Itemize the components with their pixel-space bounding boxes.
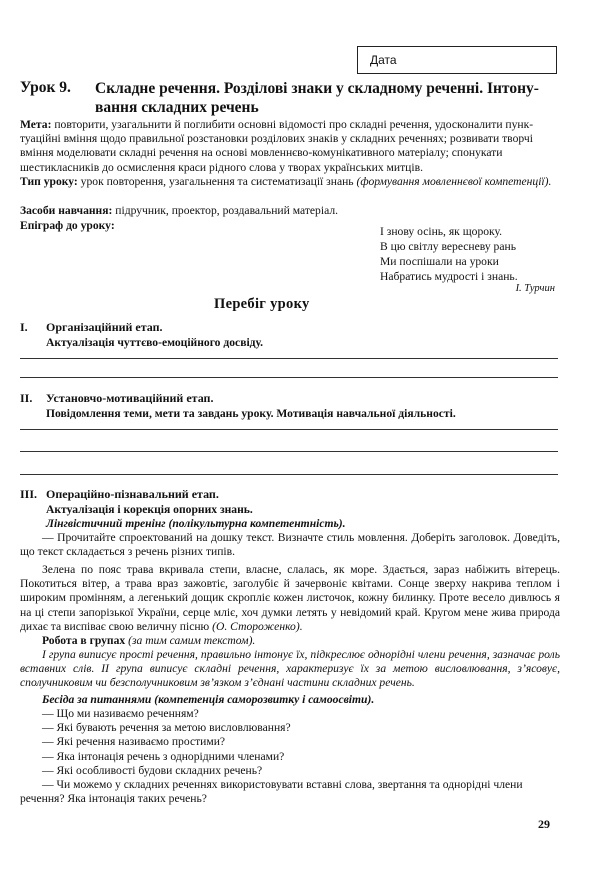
epigraph-author: І. Турчин (515, 283, 555, 294)
goal-label: Мета: (20, 118, 52, 131)
answer-line[interactable] (20, 429, 558, 430)
group-work-note: (за тим самим текстом). (128, 634, 256, 647)
task-text: — Прочитайте спроектований на дошку текст. Визначте стиль мовлення. Доберіть заголовок. Доведіть, що текст складається з речень різних типів. (20, 531, 560, 559)
question-item: — Чи можемо у складних реченнях використовувати вставні слова, звертання та однорідні члени речення? Яка інтонація таких речень? (20, 778, 523, 806)
passage-source: (О. Стороженко). (212, 619, 303, 633)
tools-label: Засоби навчання: (20, 204, 113, 217)
epigraph-label: Епіграф до уроку: (20, 219, 115, 232)
lesson-goal (20, 118, 560, 175)
group-task: І група виписує прості речення, правильно інтонує їх, підкреслює однорідні члени речення, зазначає роль вставних слів. ІІ група виписує складні речення, характеризує їх за метою висловлювання, з’ясовує, сполучниковим чи безсполучниковим зв’язком з’єднані частини складних речень. (20, 648, 560, 690)
page-number: 29 (538, 817, 550, 831)
course-title: Перебіг уроку (214, 296, 310, 312)
talk-title: Бесіда за питаннями (компетенція саморозвитку і самоосвіти). (42, 693, 375, 706)
training-title: Лінгвістичний тренінг (полікультурна компетентність). (46, 517, 346, 530)
tools-text: підручник, проектор, роздавальний матеріал. (115, 204, 338, 217)
lesson-title: Складне речення. Розділові знаки у складному реченні. Інтонування складних речень (95, 80, 539, 116)
epigraph-line: В цю світлу вересневу рань (380, 240, 516, 253)
stage3-title: Операційно-пізнавальний етап. (46, 487, 219, 501)
date-label: Дата (370, 53, 397, 67)
stage3-number: III. (20, 487, 38, 501)
stage1-title: Організаційний етап. (46, 320, 163, 334)
stage1-number: I. (20, 320, 28, 334)
teaching-tools (20, 204, 560, 218)
stage2-number: II. (20, 391, 33, 405)
reading-passage (20, 563, 560, 634)
stage1-subtitle: Актуалізація чуттєво-емоційного досвіду. (46, 336, 264, 349)
question-item: — Що ми називаємо реченням? (42, 707, 199, 720)
question-item: — Які особливості будови складних речень? (42, 763, 263, 777)
lesson-type-label: Тип уроку: (20, 175, 78, 188)
stage3-subtitle: Актуалізація і корекція опорних знань. (46, 503, 253, 516)
stage2-subtitle: Повідомлення теми, мети та завдань уроку. Мотивація навчальної діяльності. (46, 407, 456, 420)
epigraph-line: Набратись мудрості і знань. (380, 270, 518, 283)
lesson-number: Урок 9. (20, 79, 71, 96)
group-work-label: Робота в групах (42, 634, 126, 647)
goal-text: повторити, узагальнити й поглибити основні відомості про складні речення, удосконалити пунктуаційні вміння щодо правильної розстановки розділових знаків у складних реченнях; розвивати творчі вміння моделювати складні речення на основі мовленнєво-комунікативного матеріалу; спонукати шестикласників до осмислення краси рідного слова у творах українських митців. (20, 118, 534, 174)
lesson-type-note: (формування мовленнєвої компетенції). (356, 175, 552, 188)
group-work (20, 634, 560, 648)
question-item: — Які речення називаємо простими? (42, 735, 226, 749)
epigraph-line: І знову осінь, як щороку. (380, 225, 503, 238)
question-item: — Які бувають речення за метою висловлювання? (42, 721, 291, 735)
lesson-type (20, 175, 560, 189)
answer-line[interactable] (20, 451, 558, 452)
lesson-type-text: урок повторення, узагальнення та систематизації знань (80, 175, 354, 188)
answer-line[interactable] (20, 474, 558, 475)
question-item: — Яка інтонація речень з однорідними членами? (42, 749, 285, 763)
epigraph (380, 224, 560, 284)
question-list (20, 707, 560, 806)
epigraph-line: Ми поспішали на уроки (380, 255, 499, 268)
passage-text: Зелена по пояс трава вкривала степи, власне, слалась, як море. Здається, зараз набіжить вітерець. Покотиться вітер, а трава враз зажовтіє, заголубіє й зачервоніє квітами. Сонце зверху накрива теплом і широким промінням, а легенький дощик скропліє кожен листочок, кожну билинку. Проте весело дивлюсь я на ці степи запорізької України, серце мліє, хоч думки летять у невідомий край. Кругом мене жива природа дихає та виспіває свою величну пісню (20, 563, 560, 633)
answer-line[interactable] (20, 358, 558, 359)
stage2-title: Установчо-мотиваційний етап. (46, 391, 214, 405)
answer-line[interactable] (20, 377, 558, 378)
date-box[interactable] (357, 46, 557, 74)
